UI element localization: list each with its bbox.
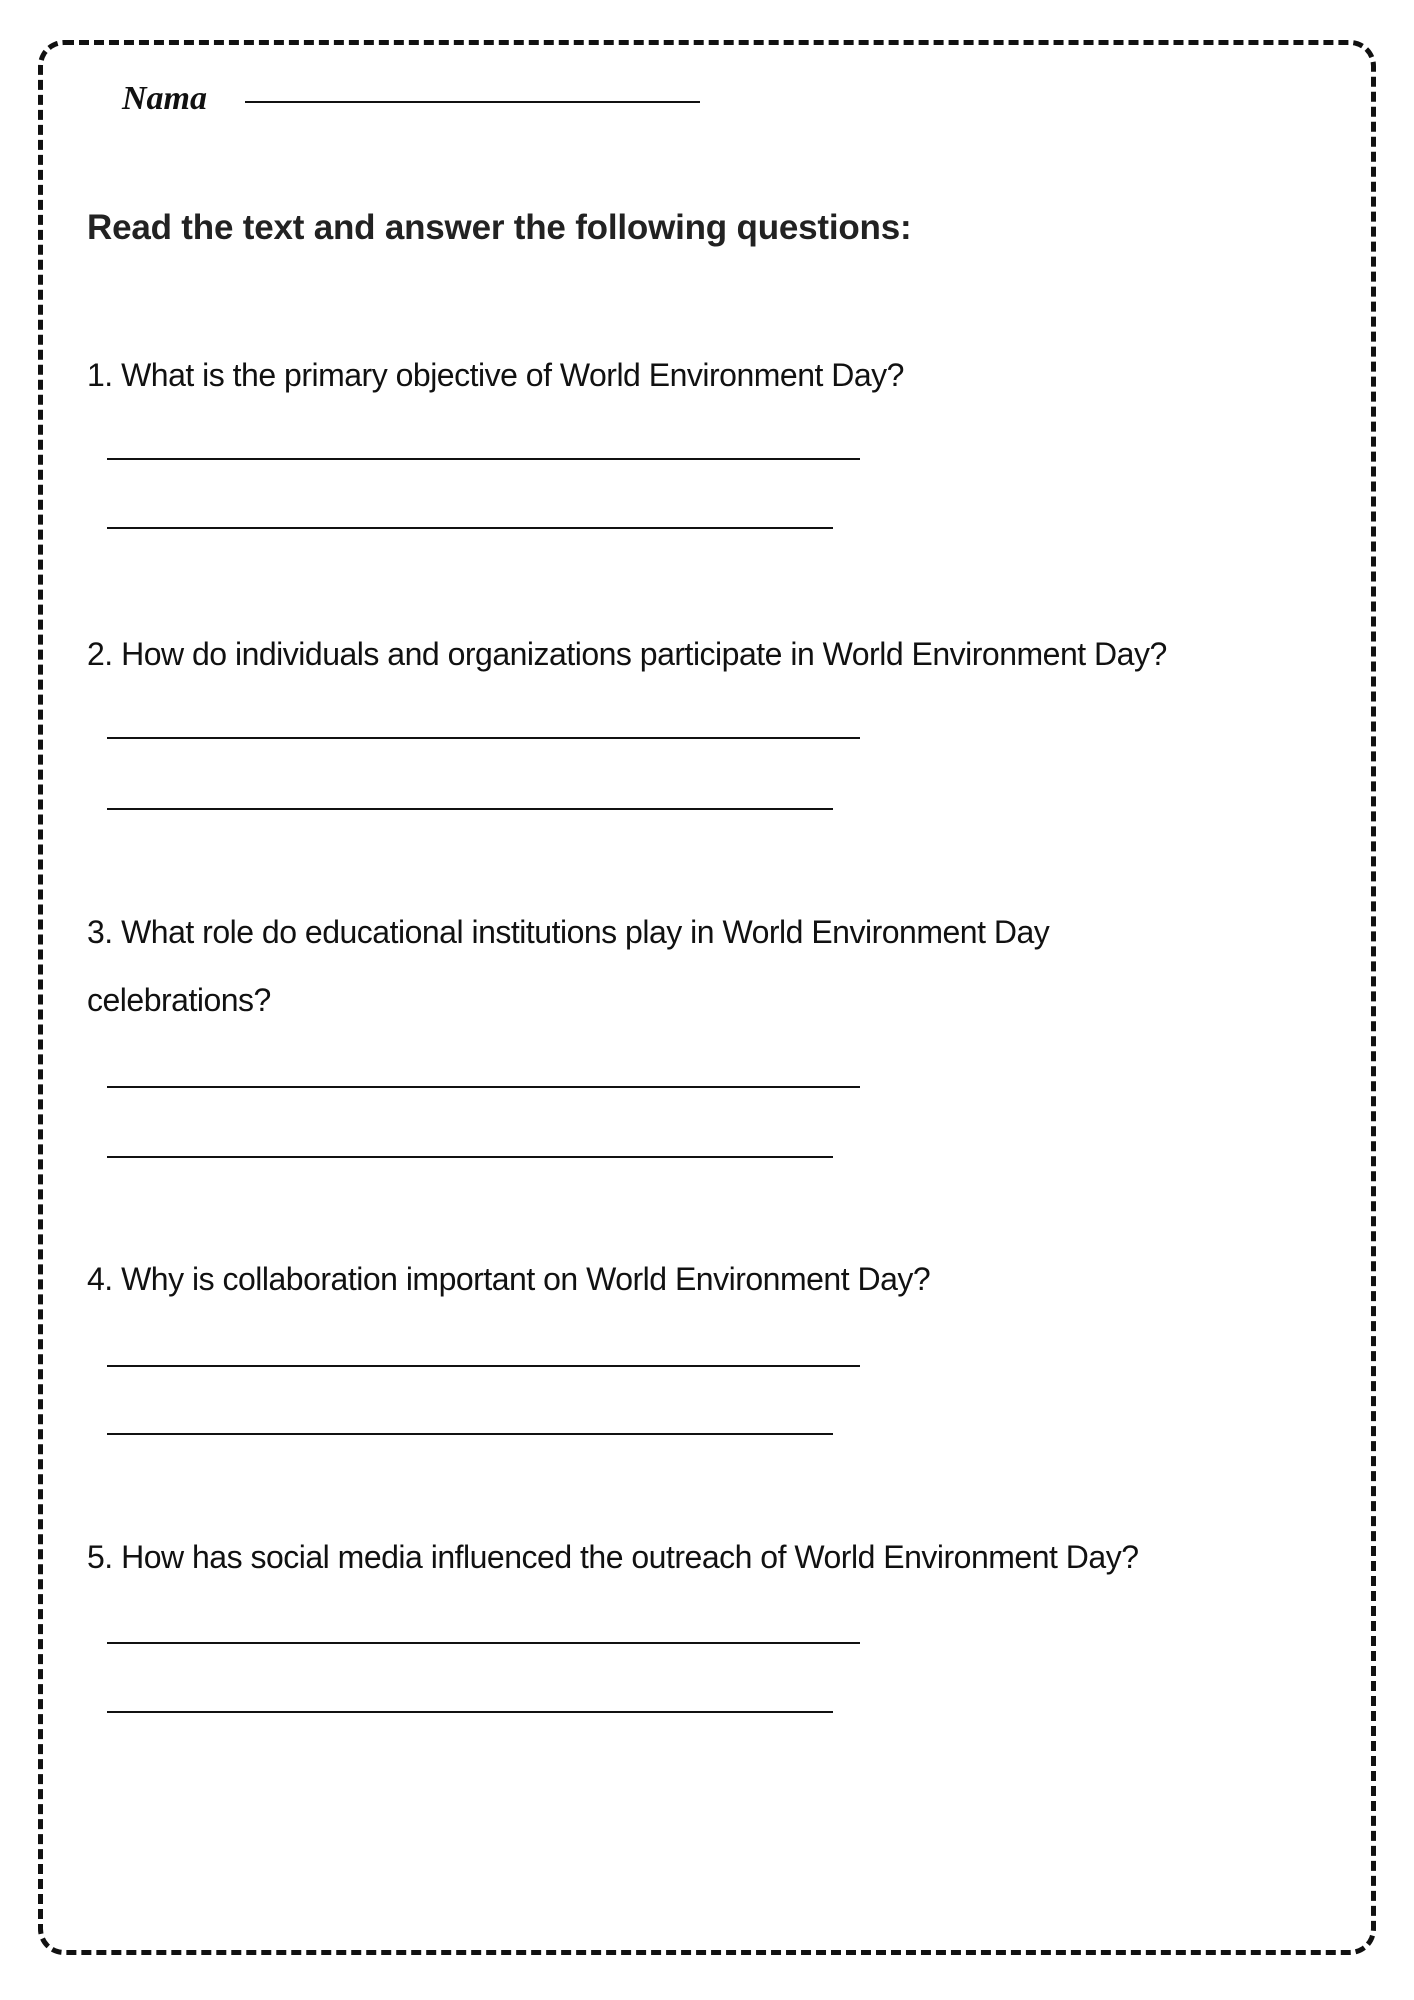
answer-line-3a[interactable]: [107, 1086, 860, 1088]
answer-line-4a[interactable]: [107, 1365, 860, 1367]
instruction-heading: Read the text and answer the following questions:: [87, 208, 912, 247]
name-row: [122, 80, 700, 118]
answer-line-5a[interactable]: [107, 1642, 860, 1644]
question-2: 2. How do individuals and organizations participate in World Environment Day?: [87, 636, 1167, 672]
answer-line-5b[interactable]: [107, 1711, 833, 1713]
question-4: 4. Why is collaboration important on World Environment Day?: [87, 1261, 931, 1297]
answer-line-2b[interactable]: [107, 808, 833, 810]
answer-line-1a[interactable]: [107, 458, 860, 460]
name-blank-line[interactable]: [245, 101, 700, 103]
name-label: Nama: [122, 80, 207, 117]
answer-line-2a[interactable]: [107, 737, 860, 739]
answer-line-1b[interactable]: [107, 527, 833, 529]
question-1: 1. What is the primary objective of World Environment Day?: [87, 357, 904, 393]
answer-line-4b[interactable]: [107, 1433, 833, 1435]
question-5: 5. How has social media influenced the outreach of World Environment Day?: [87, 1539, 1139, 1575]
question-3: 3. What role do educational institutions play in World Environment Day celebrations?: [87, 914, 1050, 1018]
answer-line-3b[interactable]: [107, 1156, 833, 1158]
